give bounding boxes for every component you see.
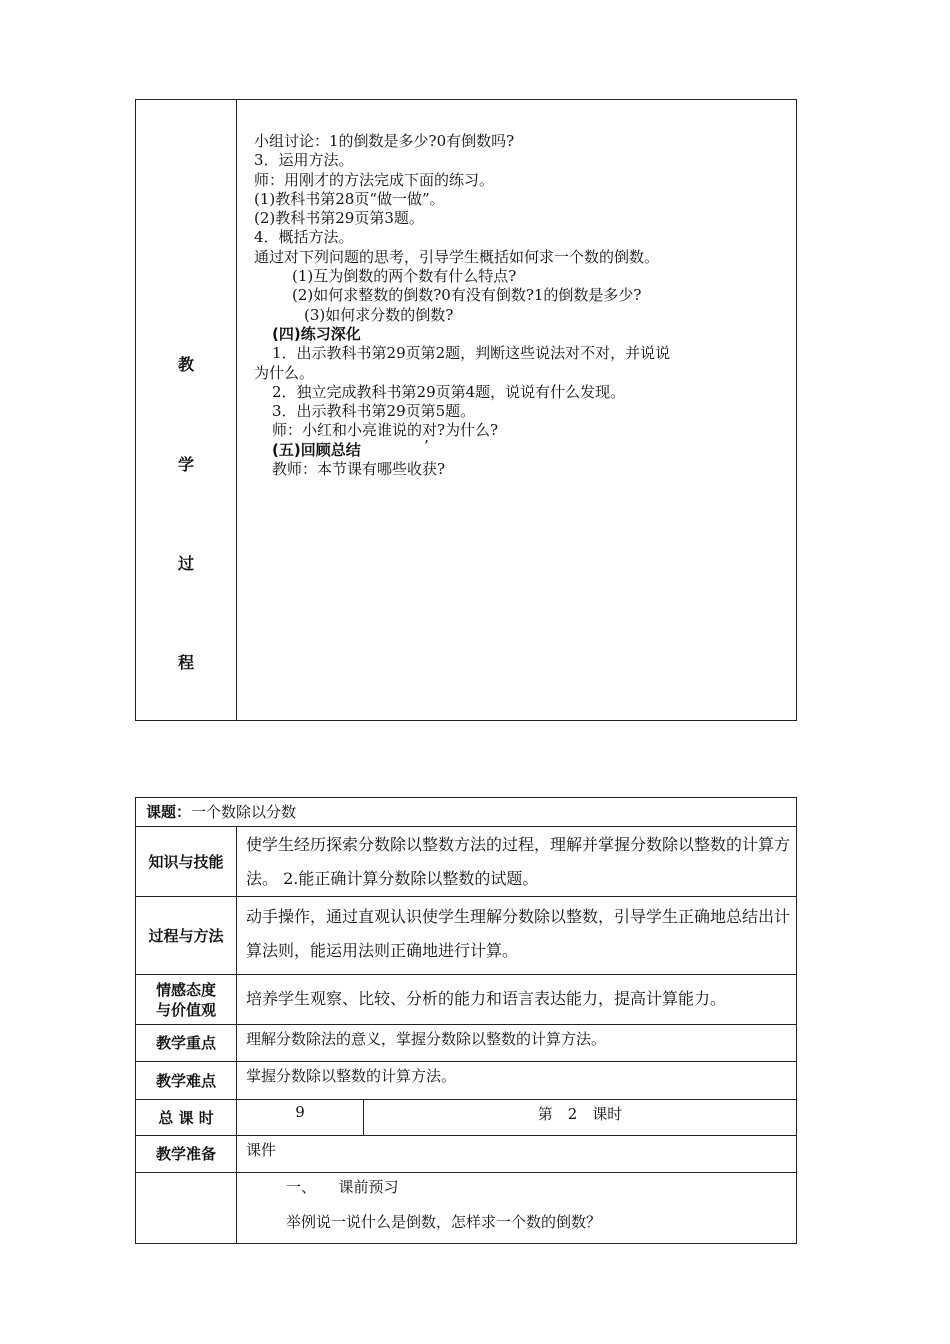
content-line: 1．出示教科书第29页第2题，判断这些说法对不对，并说说 — [272, 344, 671, 363]
emotion-value: 培养学生观察、比较、分析的能力和语言表达能力，提高计算能力。 — [246, 989, 727, 1008]
total-lessons-value: 9 — [295, 1103, 305, 1121]
content-line: (2)如何求整数的倒数?0有没有倒数?1的倒数是多少? — [292, 286, 642, 305]
content-line: 小组讨论：1的倒数是多少?0有倒数吗? — [254, 132, 515, 150]
content-line: 3．运用方法。 — [254, 151, 354, 170]
total-lessons-row — [136, 1100, 796, 1136]
total-lessons-label: 总 课 时 — [136, 1100, 237, 1135]
content-line: 4．概括方法。 — [254, 228, 354, 247]
label-char: 程 — [177, 653, 194, 672]
section-heading: (五)回顾总结 — [272, 440, 361, 459]
stray-mark: ’ — [424, 436, 429, 455]
key-point-value: 理解分数除法的意义，掌握分数除以整数的计算方法。 — [246, 1030, 607, 1048]
prep-value: 课件 — [246, 1141, 277, 1159]
current-lesson-value: 第 2 课时 — [537, 1105, 623, 1123]
label-char: 教 — [177, 355, 194, 374]
content-line: (3)如何求分数的倒数? — [304, 305, 454, 324]
content-line: 2．独立完成教科书第29页第4题，说说有什么发现。 — [272, 382, 626, 401]
preview-row — [136, 1173, 796, 1243]
title-row — [136, 798, 796, 827]
knowledge-value: 使学生经历探索分数除以整数方法的过程，理解并掌握分数除以整数的计算方法。 2.能正确计算分数除以整数的试题。 — [246, 835, 791, 888]
content-line: 通过对下列问题的思考，引导学生概括如何求一个数的倒数。 — [254, 247, 660, 266]
content-line: 3．出示教科书第29页第5题。 — [272, 402, 476, 421]
lesson-plan-table — [135, 797, 797, 1244]
title-label: 课题： — [146, 803, 192, 821]
knowledge-row — [136, 827, 796, 897]
content-line: (2)教科书第29页第3题。 — [254, 209, 424, 228]
content-line: (1)教科书第28页“做一做”。 — [254, 189, 445, 208]
difficulty-row — [136, 1062, 796, 1100]
knowledge-label: 知识与技能 — [136, 827, 237, 896]
content-line: 教师：本节课有哪些收获? — [272, 460, 446, 479]
process-method-value: 动手操作，通过直观认识使学生理解分数除以整数，引导学生正确地总结出计算法则，能运用法则正确地进行计算。 — [246, 907, 791, 960]
process-method-row — [136, 897, 796, 975]
difficulty-value: 掌握分数除以整数的计算方法。 — [246, 1067, 457, 1085]
preview-text: 举例说一说什么是倒数，怎样求一个数的倒数？ — [286, 1213, 602, 1231]
process-method-label: 过程与方法 — [136, 897, 237, 974]
content-line: (1)互为倒数的两个数有什么特点? — [292, 267, 517, 286]
title-value: 一个数除以分数 — [191, 803, 297, 821]
preview-heading: 一、 课前预习 — [286, 1178, 399, 1196]
preview-label-cell — [136, 1173, 237, 1243]
label-char: 学 — [177, 455, 194, 474]
prep-row — [136, 1136, 796, 1173]
emotion-row — [136, 975, 796, 1025]
prep-label: 教学准备 — [136, 1136, 237, 1172]
teaching-process-content — [254, 132, 789, 479]
key-point-label: 教学重点 — [136, 1025, 237, 1061]
teaching-process-table — [135, 99, 797, 721]
section-heading: (四)练习深化 — [272, 324, 361, 343]
emotion-label — [136, 975, 237, 1024]
content-line: 师：用刚才的方法完成下面的练习。 — [254, 170, 495, 189]
key-point-row — [136, 1025, 796, 1062]
difficulty-label: 教学难点 — [136, 1062, 237, 1099]
content-line: 师：小红和小亮谁说的对?为什么? — [272, 421, 499, 440]
content-line: 为什么。 — [254, 363, 315, 382]
teaching-process-label-cell — [136, 100, 237, 720]
emotion-label-line: 与价值观 — [155, 1000, 216, 1019]
label-char: 过 — [177, 554, 194, 573]
emotion-label-line: 情感态度 — [155, 980, 216, 999]
